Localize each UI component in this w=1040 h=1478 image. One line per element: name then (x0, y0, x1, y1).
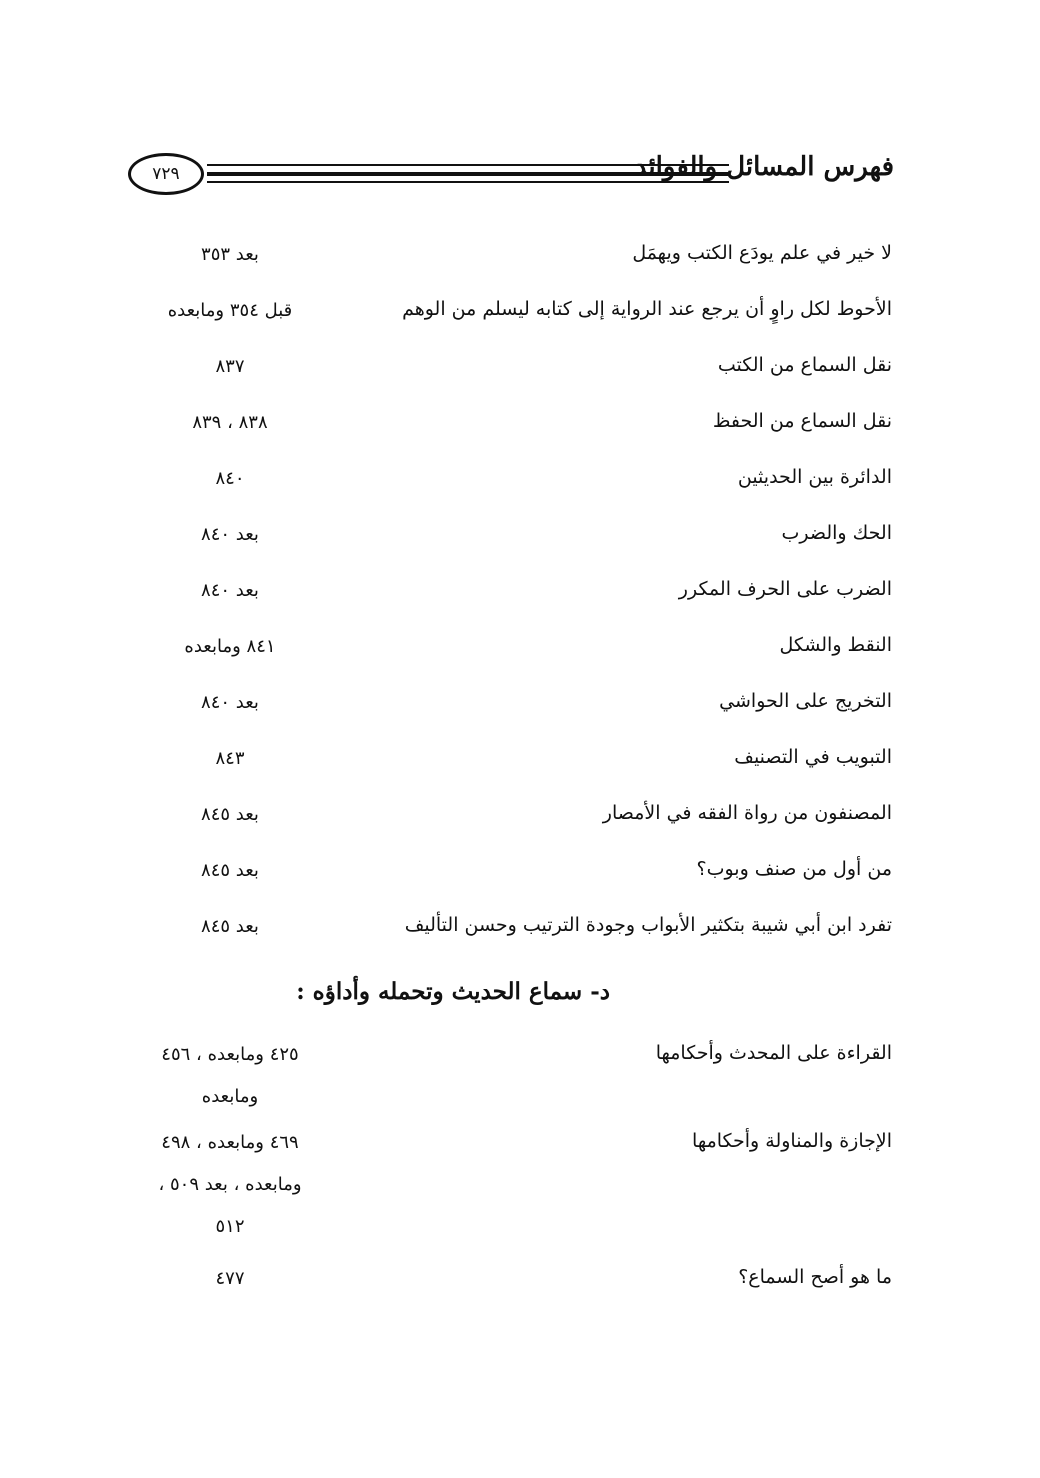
entry-title: الإجازة والمناولة وأحكامها (692, 1130, 892, 1152)
page-number: ٧٢٩ (128, 153, 204, 195)
entry-pages-line: ٥١٢ (215, 1216, 245, 1237)
entry-pages-line: ٤٦٩ ومابعده ، ٤٩٨ (161, 1132, 299, 1153)
entry-pages: بعد ٨٤٠ (201, 524, 259, 545)
entry-pages-line: ٤٢٥ ومابعده ، ٤٥٦ (161, 1044, 299, 1065)
entry-pages: ٨٣٨ ، ٨٣٩ (192, 412, 268, 433)
entry-title: ما هو أصح السماع؟ (738, 1266, 892, 1288)
entry-pages: بعد ٨٤٥ (201, 804, 259, 825)
entry-pages: ٨٤٠ (215, 468, 245, 489)
entry-title: التخريج على الحواشي (719, 690, 892, 712)
entry-pages: قبل ٣٥٤ ومابعده (167, 300, 293, 321)
entry-title: التبويب في التصنيف (734, 746, 892, 768)
entry-title: تفرد ابن أبي شيبة بتكثير الأبواب وجودة الترتيب وحسن التأليف (404, 914, 892, 936)
entry-pages: بعد ٨٤٥ (201, 860, 259, 881)
entry-title: النقط والشكل (779, 634, 892, 656)
entry-pages: بعد ٨٤٠ (201, 692, 259, 713)
entry-title: نقل السماع من الحفظ (712, 410, 892, 432)
entry-title: نقل السماع من الكتب (717, 354, 892, 376)
entry-pages-line: ٤٧٧ (215, 1268, 245, 1289)
page-title: فهرس المسائل والفوائد (634, 152, 894, 182)
entry-pages: ٨٤٣ (215, 748, 245, 769)
entry-title: الضرب على الحرف المكرر (678, 578, 892, 600)
entry-pages: بعد ٣٥٣ (201, 244, 259, 265)
entry-title: الحك والضرب (781, 522, 892, 544)
entry-pages: ٨٣٧ (215, 356, 245, 377)
page-header (128, 150, 894, 200)
entry-title: المصنفون من رواة الفقه في الأمصار (602, 802, 892, 824)
entry-pages: بعد ٨٤٠ (201, 580, 259, 601)
entry-title: الدائرة بين الحديثين (737, 466, 892, 488)
entry-title: الأحوط لكل راوٍ أن يرجع عند الرواية إلى كتابه ليسلم من الوهم (402, 298, 892, 320)
entry-pages: بعد ٨٤٥ (201, 916, 259, 937)
entry-title: لا خير في علم يودَع الكتب ويهمَل (632, 242, 892, 264)
entry-pages-line: ومابعده (201, 1086, 259, 1107)
entry-pages: ٨٤١ ومابعده (184, 636, 276, 657)
entry-title: القراءة على المحدث وأحكامها (655, 1042, 892, 1064)
section-heading: د- سماع الحديث وتحمله وأداؤه : (296, 978, 610, 1005)
entry-title: من أول من صنف وبوب؟ (696, 858, 892, 880)
entry-pages-line: ومابعده ، بعد ٥٠٩ ، (158, 1174, 302, 1195)
